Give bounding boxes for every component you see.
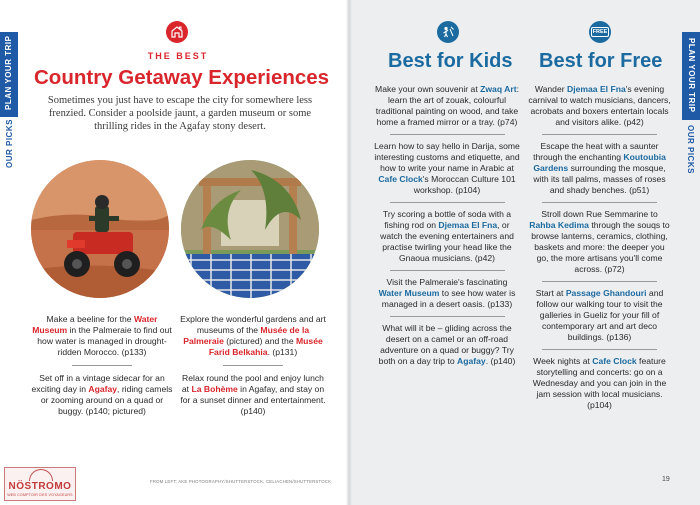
divider [390, 134, 505, 135]
list-item: Try scoring a bottle of soda with a fishing rod on Djemaa El Fna, or watch the evening entertainers and practise twirling your head like the Gnaoua musicians. (p42) [380, 209, 514, 263]
divider [72, 365, 132, 366]
kids-column [374, 84, 520, 367]
kids-icon [437, 21, 459, 43]
list-item: Relax round the pool and enjoy lunch at La Bohème in Agafay, and stay on for a sunset dinner and entertainment. (p140) [180, 373, 326, 416]
free-tag-icon [589, 21, 611, 43]
left-column-1 [28, 314, 176, 417]
list-item: Set off in a vintage sidecar for an exciting day in Agafay, riding camels or zooming around on a quad or buggy. (p140; pictured) [31, 373, 173, 416]
list-item: Start at Passage Ghandouri and follow our walking tour to visit the galleries in Gueliz for your fill of contemporary art and art deco buildings. (p136) [535, 288, 664, 342]
stamp-brand: NÖSTROMO [8, 481, 72, 492]
right-tab-secondary: OUR PICKS [686, 125, 695, 174]
list-item: Stroll down Rue Semmarine to Rahba Kedima through the souqs to browse lanterns, ceramics, clothing, baskets and more: the deeper you go, the more artisans you'll come across. (p72) [529, 209, 670, 274]
right-side-tab [682, 0, 700, 505]
left-column-2 [178, 314, 328, 417]
list-item: Make a beeline for the Water Museum in the Palmeraie to find out how water is managed in drought-ridden Morocco. (p133) [32, 314, 172, 357]
free-section-title: Best for Free [539, 50, 663, 72]
list-item: Wander Djemaa El Fna's evening carnival to watch musicians, dancers, acrobats and boxers entertain locals and visitors alike. (p42) [528, 84, 671, 127]
list-item: What will it be – gliding across the desert on a camel or an off-road adventure on a quad or buggy? Try both on a day trip to Agafay. (p140) [378, 323, 516, 366]
list-item: Week nights at Cafe Clock feature storytelling and concerts: go on a Wednesday and you can join in the jam session with local musicians. (p104) [532, 356, 667, 410]
page-title: Country Getaway Experiences [34, 66, 330, 89]
divider [390, 270, 505, 271]
kids-section-title: Best for Kids [388, 50, 513, 72]
divider [390, 202, 505, 203]
page-gutter [346, 0, 352, 505]
free-badge-label: FREE [592, 29, 608, 35]
globe-icon [29, 469, 53, 481]
list-item: Learn how to say hello in Darija, some interesting customs and etiquette, and how to write your name in Arabic at Cafe Clock's Moroccan Culture 101 workshop. (p104) [374, 141, 520, 195]
left-side-tab [0, 0, 18, 505]
divider [223, 365, 283, 366]
list-item: Make your own souvenir at Zwaq Art: learn the art of zouak, colourful traditional painting on wood, and take home a framed mirror or a tray. (p74) [375, 84, 519, 127]
page-number: 19 [662, 476, 670, 483]
divider [542, 281, 657, 282]
free-column [528, 84, 671, 411]
house-icon [166, 21, 188, 43]
garden-pavilion-photo [181, 160, 319, 298]
list-item: Explore the wonderful gardens and art museums of the Musée de la Palmeraie (pictured) and the Musée Farid Belkahia. (p131) [180, 314, 326, 357]
divider [542, 134, 657, 135]
divider [542, 202, 657, 203]
section-kicker: THE BEST [147, 51, 209, 61]
left-tab-secondary: OUR PICKS [5, 119, 14, 168]
right-tab-primary: PLAN YOUR TRIP [687, 38, 696, 113]
photo-credit: FROM LEFT: AKE PHOTOGRAPHY/SHUTTERSTOCK, CELIACHEN/SHUTTERSTOCK [150, 479, 332, 484]
divider [390, 316, 505, 317]
stamp-subtitle: WEB COMPTOIR DES VOYAGEURS [7, 493, 73, 497]
quad-bike-photo [31, 160, 169, 298]
list-item: Escape the heat with a saunter through the enchanting Koutoubia Gardens surrounding the mosque, with its tall palms, masses of roses and shady benches. (p51) [533, 141, 666, 195]
watermark-stamp [4, 467, 76, 501]
list-item: Visit the Palmeraie's fascinating Water Museum to see how water is managed in a desert oasis. (p133) [378, 277, 516, 309]
left-tab-primary: PLAN YOUR TRIP [4, 35, 13, 110]
intro-paragraph: Sometimes you just have to escape the city for somewhere less frenzied. Consider a poolside jaunt, a garden museum or some thrilling rides in the Agafay stony desert. [47, 95, 313, 132]
divider [542, 349, 657, 350]
